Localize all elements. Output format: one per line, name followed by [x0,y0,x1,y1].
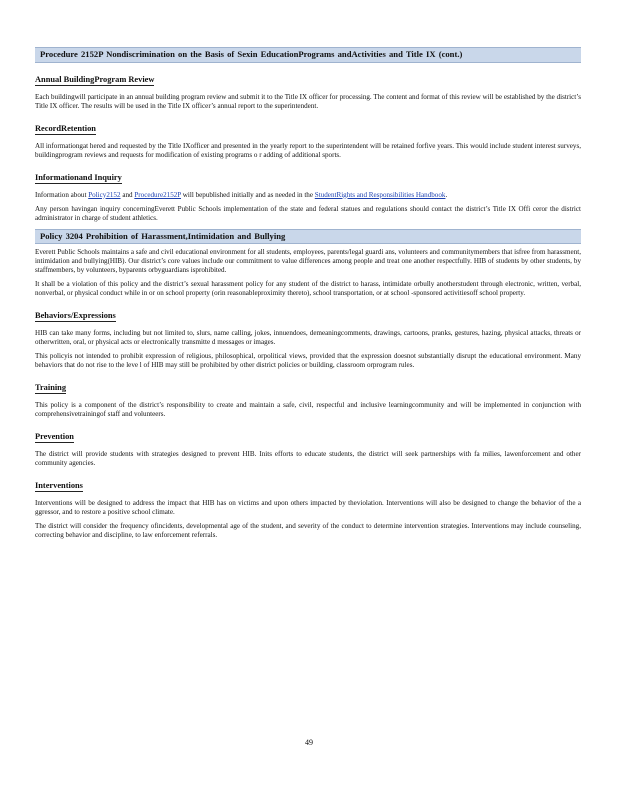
paragraph-inquiry: Any person havingan inquiry concerningEverett Public Schools implementation of the state and federal statues and regulations should contact the district’s Title IX Offi ceror the district administrator in charge of student athletics. [35,204,581,222]
paragraph-policy-violation: It shall be a violation of this policy and the district’s sexual harassment policy for any student of the district to harass, intimidate orbully anotherstudent through electronic, written, verbal, nonverbal, or physical conduct while in or on school property (orin reasonableproximity thereto), school transportation, or at school -sponsored activitiesoff school property. [35,280,581,297]
info-text-b: and [122,190,133,199]
page-number: 49 [305,738,313,747]
heading-training: Training [35,383,67,392]
info-text-d: . [445,190,448,199]
paragraph-prevention: The district will provide students with strategies designed to prevent HIB. Inits efforts to educate students, the district will seek partnerships with fa milies, lawenforcement and other community agencies. [35,450,581,467]
info-text-c: will bepublished initially and as needed in the [182,190,313,199]
info-text-a: Information about [35,190,87,199]
section-banner-procedure-2152p: Procedure 2152P Nondiscrimination on the Basis of Sexin EducationPrograms andActivities and Title IX (cont.) [35,47,581,63]
heading-annual-building-program-review: Annual BuildingProgram Review [35,74,155,84]
heading-record-retention: RecordRetention [35,123,96,133]
section-banner-policy-3204: Policy 3204 Prohibition of Harassment,Intimidation and Bullying [35,229,581,245]
paragraph-interventions-consider: The district will consider the frequency ofincidents, developmental age of the student, and severity of the conduct to determine intervention strategies. Interventions may include counseling, correcting behavior and discipline, to law enforcement referrals. [35,522,581,539]
paragraph-behaviors-forms: HIB can take many forms, including but not limited to, slurs, name calling, jokes, innuendoes, demeaningcomments, drawings, cartoons, pranks, gestures, hazing, physical attacks, threats or otherwritten, oral, or physical acts or electronically transmitte d messages or images. [35,329,581,346]
heading-behaviors-expressions: Behaviors/Expressions [35,311,116,320]
heading-prevention: Prevention [35,432,74,441]
paragraph-policy-intro: Everett Public Schools maintains a safe and civil educational environment for all students, employees, parents/legal guardi ans, volunteers and communitymembers that isfree from harassment, intimidation and bullying(HIB). Our district’s core values include our commitment to value differences among people and treat one another respectfully. HIB of students by other students, by staffmembers, by volunteers, byparents orbyguardians isprohibited. [35,248,581,274]
paragraph-annual-review: Each buildingwill participate in an annual building program review and submit it to the Title IX officer for processing. The content and format of this review will be established by the district’s Title IX officer. The results will be used in the Title IX officer’s annual report to the superintendent. [35,92,581,110]
paragraph-training: This policy is a component of the district’s responsibility to create and maintain a safe, civil, respectful and inclusive learningcommunity and will be implemented in conjunction with comprehensivetrainingof staff and volunteers. [35,401,581,418]
heading-interventions: Interventions [35,481,83,490]
link-policy-2152[interactable]: Policy2152 [88,190,121,199]
paragraph-behaviors-expression: This policyis not intended to prohibit expression of religious, philosophical, orpolitical views, provided that the expression doesnot substantially disrupt the educational environment. Many behaviors that do not rise to the leve l of HIB may still be prohibited by other district policies or building, classroom orprogram rules. [35,352,581,369]
paragraph-interventions-design: Interventions will be designed to address the impact that HIB has on victims and upon others impacted by theviolation. Interventions will also be designed to change the behavior of the a ggressor, and to restore a positive school climate. [35,499,581,516]
document-page [35,47,581,545]
paragraph-information [35,191,581,200]
link-procedure-2152p[interactable]: Procedure2152P [134,190,181,199]
paragraph-record-retention: All informationgat hered and requested by the Title IXofficer and presented in the yearly report to the superintendent will be retained forfive years. This would include student interest surveys, buildingprogram reviews and requests for modification of existing programs o r adding of additional sports. [35,141,581,159]
link-student-rights-handbook[interactable]: StudentRights and Responsibilities Handbook [314,190,446,199]
heading-information-and-inquiry: Informationand Inquiry [35,172,122,182]
